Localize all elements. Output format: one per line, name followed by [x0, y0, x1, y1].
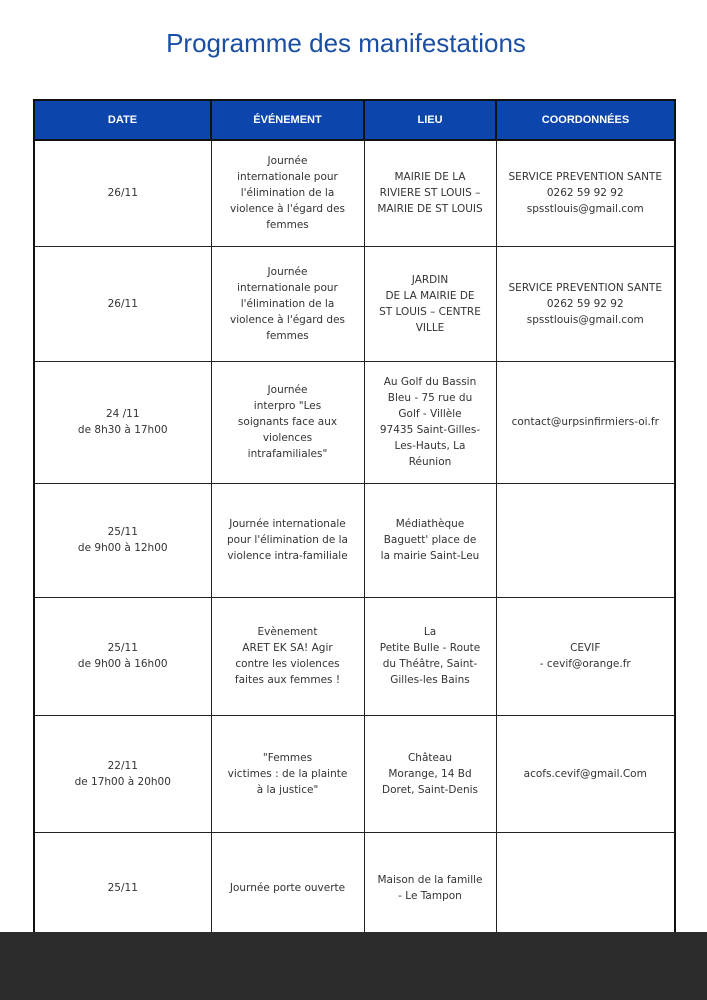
- header-contact: COORDONNÉES: [496, 100, 675, 140]
- cell-contact: [496, 832, 675, 944]
- header-event: ÉVÉNEMENT: [211, 100, 364, 140]
- cell-event: "Femmes victimes : de la plainte à la justice": [211, 715, 364, 832]
- cell-event: Evènement ARET EK SA! Agir contre les violences faites aux femmes !: [211, 597, 364, 715]
- cell-contact: SERVICE PREVENTION SANTE 0262 59 92 92 spsstlouis@gmail.com: [496, 246, 675, 361]
- cell-event: Journée internationale pour l'élimination de la violence à l'égard des femmes: [211, 246, 364, 361]
- cell-event: Journée porte ouverte: [211, 832, 364, 944]
- header-place: LIEU: [364, 100, 496, 140]
- table-row: [34, 361, 675, 483]
- table-row: [34, 483, 675, 597]
- cell-contact: contact@urpsinfirmiers-oi.fr: [496, 361, 675, 483]
- cell-place: Maison de la famille - Le Tampon: [364, 832, 496, 944]
- cell-contact: [496, 483, 675, 597]
- cell-date: 26/11: [34, 140, 211, 246]
- cell-place: La Petite Bulle - Route du Théâtre, Saint- Gilles-les Bains: [364, 597, 496, 715]
- cell-date: 24 /11 de 8h30 à 17h00: [34, 361, 211, 483]
- cell-place: Au Golf du Bassin Bleu - 75 rue du Golf - Villèle 97435 Saint-Gilles- Les-Hauts, La Réunion: [364, 361, 496, 483]
- cell-contact: CEVIF - cevif@orange.fr: [496, 597, 675, 715]
- events-table: [33, 99, 676, 945]
- cell-date: 25/11 de 9h00 à 12h00: [34, 483, 211, 597]
- table-row: [34, 140, 675, 246]
- cell-event: Journée internationale pour l'élimination de la violence à l'égard des femmes: [211, 140, 364, 246]
- cell-place: MAIRIE DE LA RIVIERE ST LOUIS – MAIRIE DE ST LOUIS: [364, 140, 496, 246]
- table-row: [34, 832, 675, 944]
- cell-place: JARDIN DE LA MAIRIE DE ST LOUIS – CENTRE VILLE: [364, 246, 496, 361]
- cell-contact: acofs.cevif@gmail.Com: [496, 715, 675, 832]
- footer-bar: [0, 932, 707, 1000]
- cell-date: 26/11: [34, 246, 211, 361]
- page-title: Programme des manifestations: [166, 28, 526, 58]
- table-row: [34, 597, 675, 715]
- cell-contact: SERVICE PREVENTION SANTE 0262 59 92 92 spsstlouis@gmail.com: [496, 140, 675, 246]
- cell-event: Journée internationale pour l'élimination de la violence intra-familiale: [211, 483, 364, 597]
- table-header-row: [34, 100, 675, 140]
- cell-place: Médiathèque Baguett' place de la mairie Saint-Leu: [364, 483, 496, 597]
- cell-place: Château Morange, 14 Bd Doret, Saint-Denis: [364, 715, 496, 832]
- cell-date: 22/11 de 17h00 à 20h00: [34, 715, 211, 832]
- cell-event: Journée interpro "Les soignants face aux violences intrafamiliales": [211, 361, 364, 483]
- table-row: [34, 715, 675, 832]
- cell-date: 25/11 de 9h00 à 16h00: [34, 597, 211, 715]
- table-row: [34, 246, 675, 361]
- cell-date: 25/11: [34, 832, 211, 944]
- header-date: DATE: [34, 100, 211, 140]
